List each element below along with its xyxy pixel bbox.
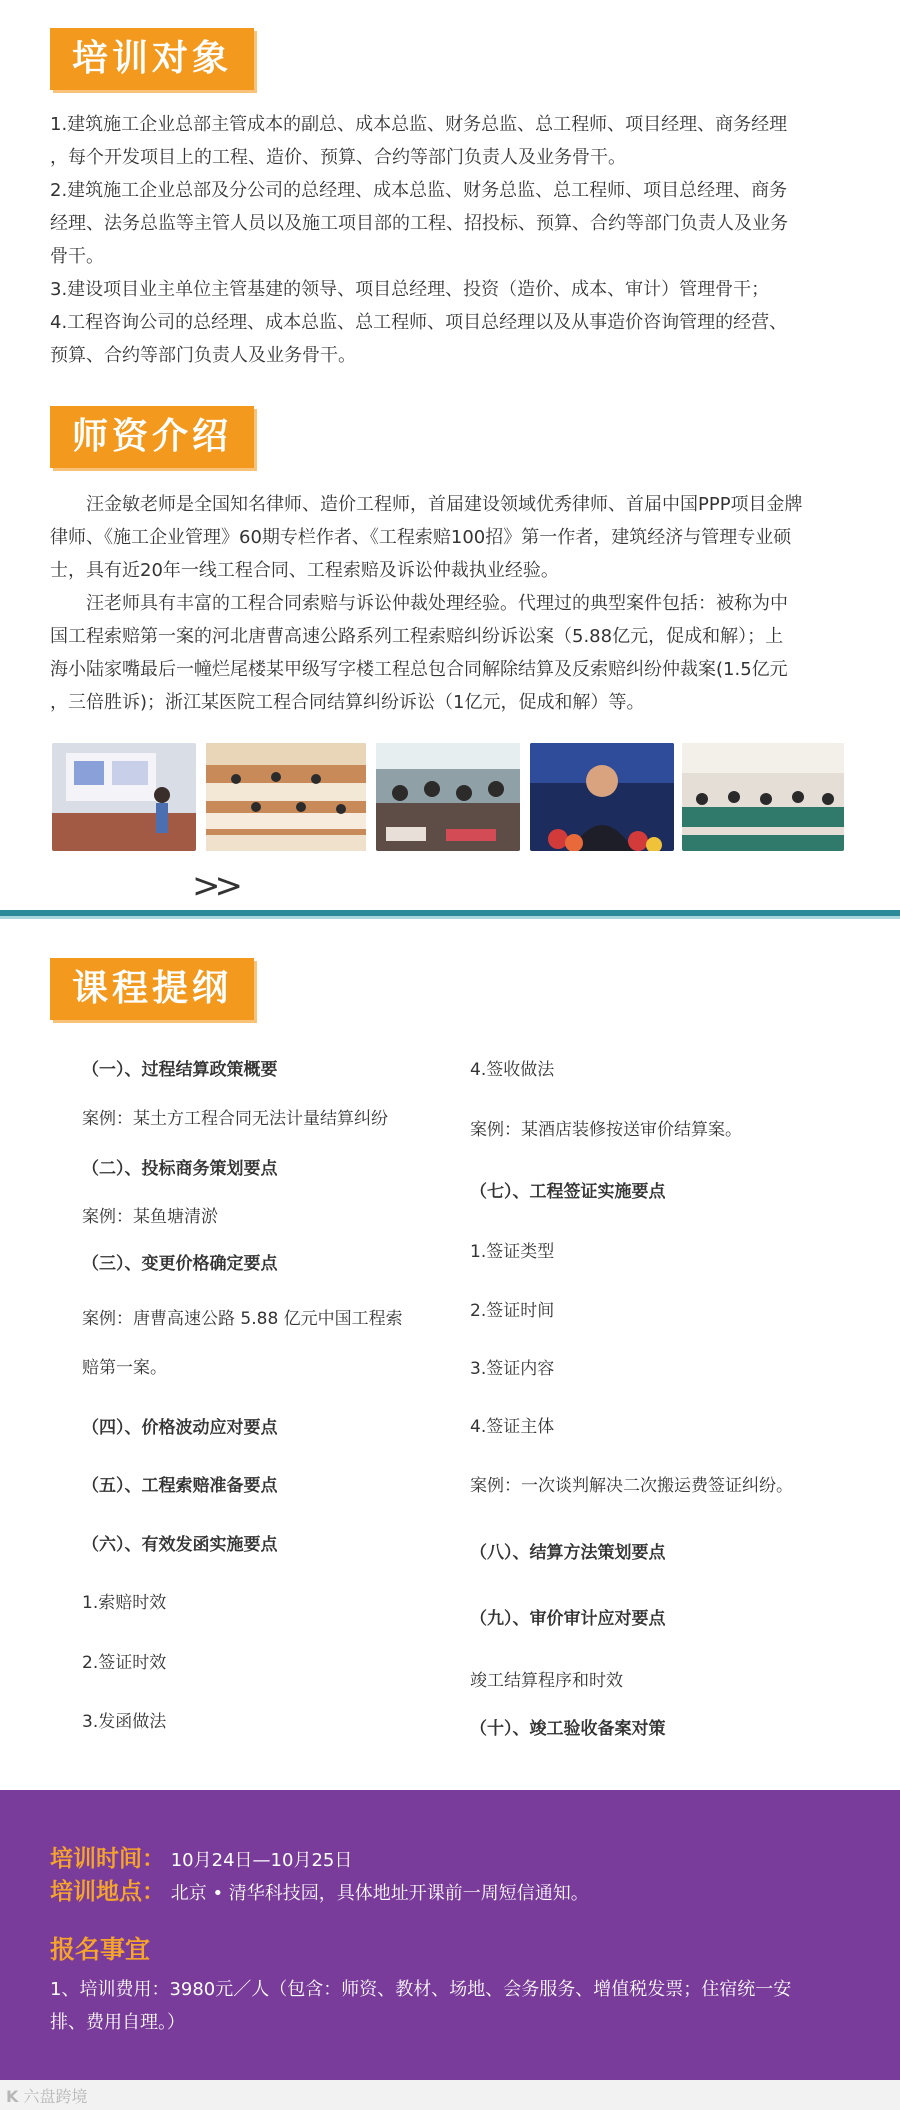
training-target-text bbox=[50, 108, 850, 372]
training-time-value: 10月24日—10月25日 bbox=[170, 1850, 353, 1871]
outline-item: （五）、工程索赔准备要点 bbox=[82, 1476, 278, 1496]
outline-item: 赔第一案。 bbox=[82, 1358, 167, 1378]
outline-item: 2.签证时间 bbox=[470, 1301, 555, 1321]
section-title-training-target: 培训对象 bbox=[50, 28, 254, 90]
more-arrows: >> bbox=[192, 866, 237, 906]
text-line: 1.建筑施工企业总部主管成本的副总、成本总监、财务总监、总工程师、项目经理、商务经理 bbox=[50, 114, 788, 135]
training-place-label: 培训地点： bbox=[50, 1879, 165, 1905]
text-line: 4.工程咨询公司的总经理、成本总监、总工程师、项目总经理以及从事造价咨询管理的经营、 bbox=[50, 312, 788, 333]
outline-item: 2.签证时效 bbox=[82, 1653, 167, 1673]
training-photo-3 bbox=[376, 743, 520, 851]
text-line: 3.建设项目业主单位主管基建的领导、项目总经理、投资（造价、成本、审计）管理骨干； bbox=[50, 279, 770, 300]
watermark-logo-icon: K bbox=[6, 2087, 19, 2106]
text-line: 海小陆家嘴最后一幢烂尾楼某甲级写字楼工程总包合同解除结算及反索赔纠纷仲裁案(1.5亿元 bbox=[50, 659, 788, 680]
outline-item: （六）、有效发函实施要点 bbox=[82, 1535, 278, 1555]
outline-item: 案例：唐曹高速公路 5.88 亿元中国工程索 bbox=[82, 1309, 403, 1329]
footer-bar bbox=[0, 2080, 900, 2110]
outline-item: （十）、竣工验收备案对策 bbox=[470, 1719, 666, 1739]
training-place-row bbox=[50, 1873, 589, 1906]
text-line: 汪金敏老师是全国知名律师、造价工程师，首届建设领域优秀律师、首届中国PPP项目金牌 bbox=[86, 494, 803, 515]
watermark-text: 六盘跨境 bbox=[23, 2087, 88, 2106]
text-line: 汪老师具有丰富的工程合同索赔与诉讼仲裁处理经验。代理过的典型案件包括：被称为中 bbox=[86, 593, 788, 614]
outline-item: 案例：某酒店装修按送审价结算案。 bbox=[470, 1120, 742, 1140]
outline-item: （九）、审价审计应对要点 bbox=[470, 1609, 666, 1629]
outline-item: （二）、投标商务策划要点 bbox=[82, 1159, 278, 1179]
watermark bbox=[6, 2084, 88, 2107]
text-line: 律师、《施工企业管理》60期专栏作者、《工程索赔100招》第一作者，建筑经济与管理专业硕 bbox=[50, 527, 792, 548]
training-photo-1 bbox=[52, 743, 196, 851]
outline-item: 1.签证类型 bbox=[470, 1242, 555, 1262]
outline-item: （四）、价格波动应对要点 bbox=[82, 1418, 278, 1438]
speaker-photo bbox=[530, 743, 674, 851]
outline-item: 1.索赔时效 bbox=[82, 1593, 167, 1613]
outline-item: 4.签证主体 bbox=[470, 1417, 555, 1437]
training-time-label: 培训时间： bbox=[50, 1846, 165, 1872]
text-line: ，三倍胜诉)；浙江某医院工程合同结算纠纷诉讼（1亿元，促成和解）等。 bbox=[50, 692, 645, 713]
registration-title-row bbox=[50, 1930, 150, 1966]
text-line: 骨干。 bbox=[50, 246, 104, 267]
info-panel bbox=[0, 1790, 900, 2080]
outline-left-column bbox=[82, 1055, 442, 1735]
training-photo-2 bbox=[206, 743, 366, 851]
registration-title: 报名事宜 bbox=[50, 1935, 151, 1964]
section-title-course-outline: 课程提纲 bbox=[50, 958, 254, 1020]
outline-item: 3.发函做法 bbox=[82, 1712, 167, 1732]
outline-right-column bbox=[470, 1055, 870, 1739]
outline-item: 案例：某土方工程合同无法计量结算纠纷 bbox=[82, 1109, 388, 1129]
outline-item: （七）、工程签证实施要点 bbox=[470, 1182, 666, 1202]
fee-line-2: 排、费用自理。） bbox=[50, 2012, 185, 2033]
text-line: 士，具有近20年一线工程合同、工程索赔及诉讼仲裁执业经验。 bbox=[50, 560, 559, 581]
section-divider-light bbox=[0, 916, 900, 919]
outline-item: （一）、过程结算政策概要 bbox=[82, 1060, 278, 1080]
outline-item: 案例：某鱼塘清淤 bbox=[82, 1207, 218, 1227]
teacher-intro-text bbox=[50, 488, 850, 719]
training-photo-5 bbox=[682, 743, 844, 851]
training-place-value: 北京 • 清华科技园，具体地址开课前一周短信通知。 bbox=[170, 1883, 589, 1904]
outline-item: 案例：一次谈判解决二次搬运费签证纠纷。 bbox=[470, 1476, 793, 1496]
section-title-teacher-intro: 师资介绍 bbox=[50, 406, 254, 468]
outline-item: 4.签收做法 bbox=[470, 1060, 555, 1080]
text-line: 经理、法务总监等主管人员以及施工项目部的工程、招投标、预算、合约等部门负责人及业务 bbox=[50, 213, 788, 234]
text-line: 预算、合约等部门负责人及业务骨干。 bbox=[50, 345, 356, 366]
text-line: ，每个开发项目上的工程、造价、预算、合约等部门负责人及业务骨干。 bbox=[50, 147, 626, 168]
outline-item: （三）、变更价格确定要点 bbox=[82, 1254, 278, 1274]
training-time-row bbox=[50, 1840, 352, 1873]
text-line: 国工程索赔第一案的河北唐曹高速公路系列工程索赔纠纷诉讼案（5.88亿元，促成和解）；上 bbox=[50, 626, 784, 647]
outline-item: （八）、结算方法策划要点 bbox=[470, 1543, 666, 1563]
outline-item: 3.签证内容 bbox=[470, 1359, 555, 1379]
outline-item: 竣工结算程序和时效 bbox=[470, 1671, 623, 1691]
fee-line-1: 1、培训费用：3980元／人（包含：师资、教材、场地、会务服务、增值税发票；住宿统一安 bbox=[50, 1979, 792, 2000]
text-line: 2.建筑施工企业总部及分公司的总经理、成本总监、财务总监、总工程师、项目总经理、商务 bbox=[50, 180, 788, 201]
